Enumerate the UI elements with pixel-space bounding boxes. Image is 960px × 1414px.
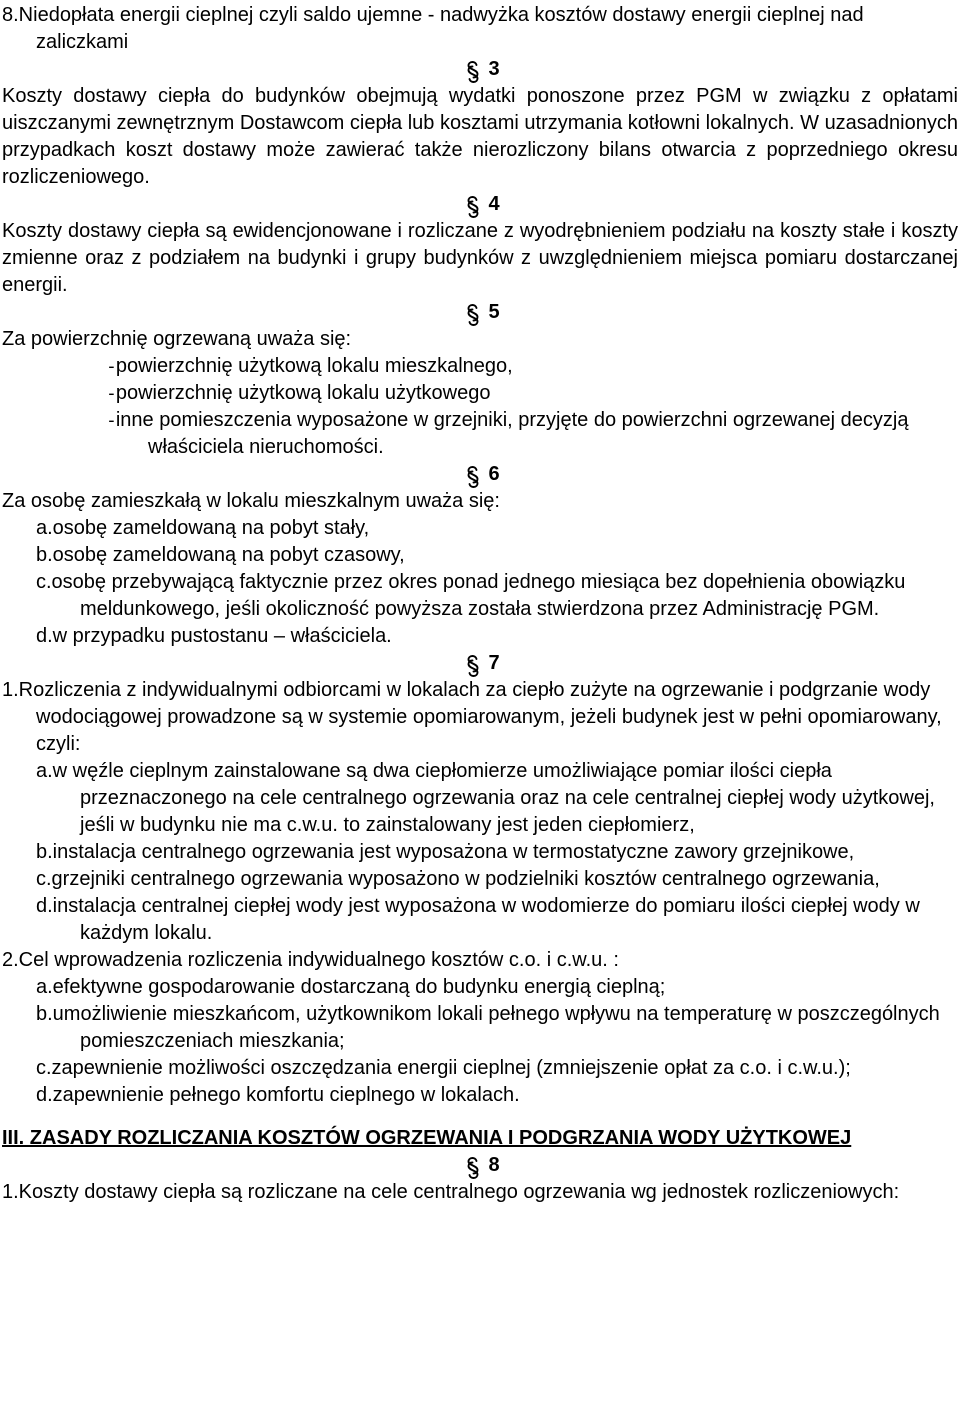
section-7-point-1-item: c.grzejniki centralnego ogrzewania wyposażono w podzielniki kosztów centralnego ogrzewania, bbox=[36, 868, 880, 890]
section-5-item: -powierzchnię użytkową lokalu użytkowego bbox=[106, 382, 491, 404]
section-4-heading bbox=[2, 191, 958, 218]
section-3-text: Koszty dostawy ciepła do budynków obejmują wydatki ponoszone przez PGM w związku z opłatami uiszczanymi zewnętrznym Dostawcom ciepła lub kosztami utrzymania kotłowni lokalnych. W uzasadnionych przypadkach koszt dostawy może zawierać także nierozliczony bilans otwarcia z poprzedniego okresu rozliczeniowego. bbox=[2, 85, 958, 188]
section-5-intro: Za powierzchnię ogrzewaną uważa się: bbox=[2, 328, 352, 350]
section-sign-icon bbox=[466, 655, 480, 677]
section-sign-icon bbox=[466, 1157, 480, 1179]
section-number: 5 bbox=[488, 301, 500, 323]
section-6-item: d.w przypadku pustostanu – właściciela. bbox=[36, 625, 392, 647]
section-number: 6 bbox=[488, 463, 500, 485]
section-7-point-1: 1.Rozliczenia z indywidualnymi odbiorcami w lokalach za ciepło zużyte na ogrzewanie i podgrzanie wody wodociągowej prowadzone są w systemie opomiarowanym, jeżeli budynek jest w pełni opomiarowany, czyli: bbox=[2, 679, 942, 755]
section-3-heading bbox=[2, 56, 958, 83]
section-5-heading bbox=[2, 299, 958, 326]
section-4-text: Koszty dostawy ciepła są ewidencjonowane i rozliczane z wyodrębnieniem podziału na koszty stałe i koszty zmienne oraz z podziałem na budynki i grupy budynków z uwzględnieniem miejsca pomiaru dostarczanej energii. bbox=[2, 220, 958, 296]
section-7-point-2-item: d.zapewnienie pełnego komfortu cieplnego w lokalach. bbox=[36, 1084, 520, 1106]
section-7-point-2-item: c.zapewnienie możliwości oszczędzania energii cieplnej (zmniejszenie opłat za c.o. i c.w.u.); bbox=[36, 1057, 851, 1079]
section-number: 4 bbox=[488, 193, 500, 215]
section-sign-icon bbox=[466, 196, 480, 218]
dash-marker: - bbox=[106, 383, 116, 404]
section-sign-icon bbox=[466, 466, 480, 488]
section-7-point-2-item: a.efektywne gospodarowanie dostarczaną do budynku energią cieplną; bbox=[36, 976, 666, 998]
chapter-iii-heading: III. ZASADY ROZLICZANIA KOSZTÓW OGRZEWANIA I PODGRZANIA WODY UŻYTKOWEJ bbox=[2, 1127, 852, 1149]
section-7-point-2-item: b.umożliwienie mieszkańcom, użytkownikom lokali pełnego wpływu na temperaturę w poszczególnych pomieszczeniach mieszkania; bbox=[36, 1003, 940, 1052]
section-number: 7 bbox=[488, 652, 500, 674]
section-8-heading bbox=[2, 1152, 958, 1179]
section-6-heading bbox=[2, 461, 958, 488]
section-7-point-1-item: d.instalacja centralnej ciepłej wody jest wyposażona w wodomierze do pomiaru ilości ciepłej wody w każdym lokalu. bbox=[36, 895, 920, 944]
section-7-heading bbox=[2, 650, 958, 677]
section-7-point-2: 2.Cel wprowadzenia rozliczenia indywidualnego kosztów c.o. i c.w.u. : bbox=[2, 949, 619, 971]
dash-marker: - bbox=[106, 410, 116, 431]
section-6-item: c.osobę przebywającą faktycznie przez okres ponad jednego miesiąca bez dopełnienia obowiązku meldunkowego, jeśli okoliczność powyższa została stwierdzona przez Administrację PGM. bbox=[36, 571, 906, 620]
section-number: 8 bbox=[488, 1154, 500, 1176]
section-6-item: b.osobę zameldowaną na pobyt czasowy, bbox=[36, 544, 405, 566]
section-7-point-1-item: a.w węźle cieplnym zainstalowane są dwa ciepłomierze umożliwiające pomiar ilości ciepła przeznaczonego na cele centralnego ogrzewania oraz na cele centralnej ciepłej wody użytkowej, jeśli w budynku nie ma c.w.u. to zainstalowany jest jeden ciepłomierz, bbox=[36, 760, 935, 836]
section-sign-icon bbox=[466, 61, 480, 83]
section-7-point-1-item: b.instalacja centralnego ogrzewania jest wyposażona w termostatyczne zawory grzejnikowe, bbox=[36, 841, 855, 863]
section-8-text: 1.Koszty dostawy ciepła są rozliczane na cele centralnego ogrzewania wg jednostek rozliczeniowych: bbox=[2, 1181, 900, 1203]
dash-marker: - bbox=[106, 356, 116, 377]
section-5-item: -powierzchnię użytkową lokalu mieszkalnego, bbox=[106, 355, 513, 377]
section-number: 3 bbox=[488, 58, 500, 80]
section-sign-icon bbox=[466, 304, 480, 326]
section-5-item: -inne pomieszczenia wyposażone w grzejniki, przyjęte do powierzchni ogrzewanej decyzją właściciela nieruchomości. bbox=[106, 409, 909, 458]
section-6-intro: Za osobę zamieszkałą w lokalu mieszkalnym uważa się: bbox=[2, 490, 500, 512]
paragraph-8-underpayment: 8.Niedopłata energii cieplnej czyli saldo ujemne - nadwyżka kosztów dostawy energii cieplnej nad zaliczkami bbox=[2, 4, 864, 53]
section-6-item: a.osobę zameldowaną na pobyt stały, bbox=[36, 517, 370, 539]
document-page bbox=[2, 2, 958, 1206]
